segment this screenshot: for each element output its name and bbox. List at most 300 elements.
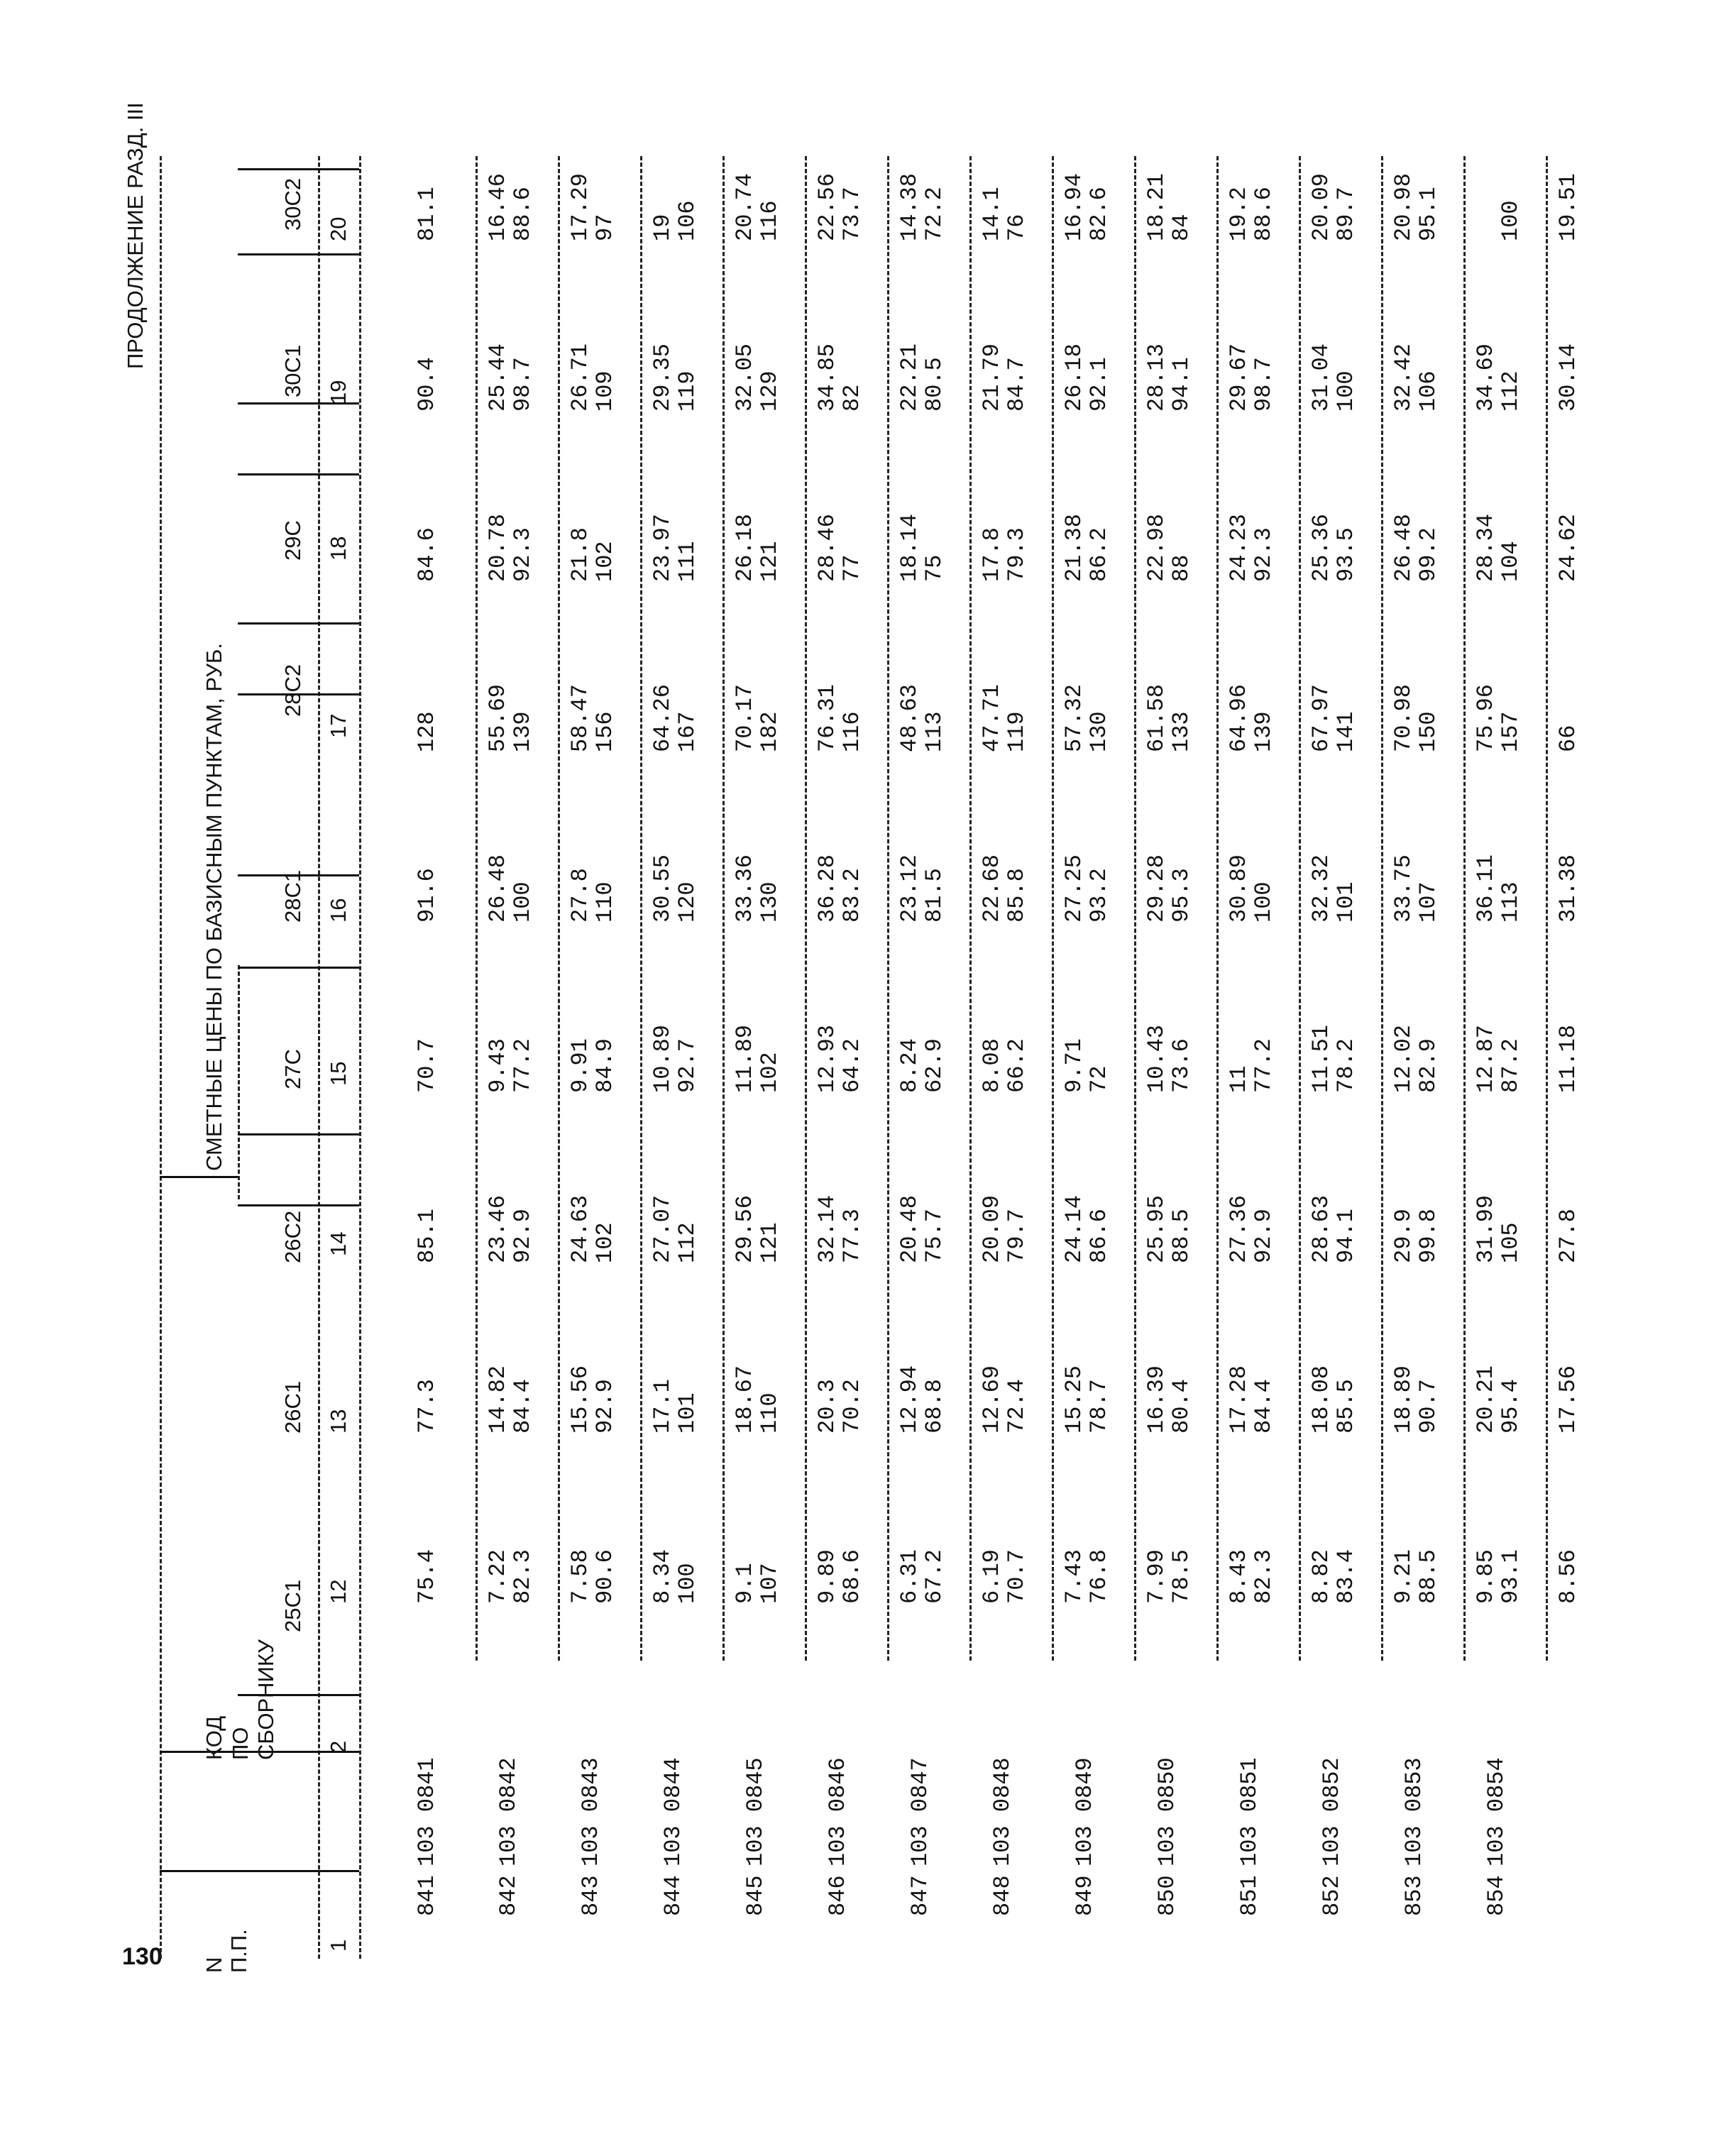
row-841-val-28С1: 91.6 — [414, 868, 440, 923]
row-843-b-28С1: 110 — [592, 881, 618, 923]
row-844-a-28С2: 64.26 — [649, 683, 676, 752]
row-849-a-30С1: 26.18 — [1061, 343, 1087, 412]
row-849-b-27С: 72 — [1086, 1065, 1112, 1093]
row-844-a-30С2: 19 — [649, 214, 676, 241]
row-854-a-26С2: 31.99 — [1473, 1194, 1499, 1263]
header-top-rule — [160, 156, 162, 1959]
row-845-a-28С1: 33.36 — [732, 854, 758, 923]
row-849-b-30С2: 82.6 — [1086, 187, 1112, 241]
row-843-a-30С2: 17.29 — [567, 172, 593, 241]
row-845-a-25С1: 9.1 — [732, 1563, 758, 1604]
row-846-b-29С: 77 — [839, 554, 865, 582]
header-kod-label: КОД — [202, 1715, 226, 1760]
row-854-a-28С1: 36.11 — [1473, 854, 1499, 923]
row-853-b-29С: 99.2 — [1415, 527, 1441, 582]
row-849-n: 849 — [1072, 1875, 1098, 1916]
row-854-kod: 103 0854 — [1483, 1757, 1510, 1866]
row-843-n: 843 — [578, 1875, 604, 1916]
row-849-a-28С1: 27.25 — [1061, 854, 1087, 923]
row-850-a-28С2: 61.58 — [1143, 683, 1170, 752]
row-841-val-28С2: 128 — [414, 711, 440, 752]
row-841-kod: 103 0841 — [414, 1757, 440, 1866]
row-842-separator — [476, 156, 478, 1661]
row-843-b-30С2: 97 — [592, 214, 618, 241]
header-divider-9 — [238, 473, 359, 475]
row-850-b-30С2: 84 — [1168, 214, 1194, 241]
row-849-b-26С1: 78.7 — [1086, 1379, 1112, 1434]
row-853-a-28С2: 70.98 — [1390, 683, 1417, 752]
row-848-b-30С1: 84.7 — [1004, 357, 1030, 412]
row-852-kod: 103 0852 — [1319, 1757, 1345, 1866]
row-848-b-26С2: 79.7 — [1004, 1209, 1030, 1263]
row-846-a-28С2: 76.31 — [814, 683, 840, 752]
row-846-b-28С1: 83.2 — [839, 868, 865, 923]
row-843-a-29С: 21.8 — [567, 527, 593, 582]
header-group-rule — [238, 965, 240, 1199]
row-841-val-25С1: 75.4 — [414, 1549, 440, 1604]
header-col-26с1: 26С1 — [280, 1380, 305, 1434]
row-850-kod: 103 0850 — [1154, 1757, 1180, 1866]
row-848-a-27С: 8.08 — [979, 1038, 1005, 1093]
header-pp-label: П.П. — [226, 1929, 251, 1973]
row-851-a-27С: 11 — [1226, 1065, 1252, 1093]
row-850-a-26С1: 16.39 — [1143, 1365, 1170, 1434]
row-844-a-28С1: 30.55 — [649, 854, 676, 923]
row-849-b-26С2: 86.6 — [1086, 1209, 1112, 1263]
row-852-b-25С1: 83.4 — [1333, 1549, 1359, 1604]
header-sbornik-label: СБОРНИКУ — [253, 1639, 278, 1760]
row-844-b-28С2: 167 — [674, 711, 700, 752]
row-842-b-27С: 77.2 — [510, 1038, 536, 1093]
header-divider-4 — [238, 1133, 359, 1135]
row-851-separator — [1216, 156, 1219, 1661]
header-colnum-18: 18 — [326, 536, 351, 561]
row-845-separator — [722, 156, 725, 1661]
row-854-b-25С1: 93.1 — [1498, 1549, 1524, 1604]
header-col-26с2: 26С2 — [280, 1210, 305, 1263]
row-847-n: 847 — [907, 1875, 933, 1916]
row-850-a-26С2: 25.95 — [1143, 1194, 1170, 1263]
row-853-a-28С1: 33.75 — [1390, 854, 1417, 923]
row-853-a-30С2: 20.98 — [1390, 172, 1417, 241]
row-843-b-28С2: 156 — [592, 711, 618, 752]
row-850-a-30С1: 28.13 — [1143, 343, 1170, 412]
row-852-b-27С: 78.2 — [1333, 1038, 1359, 1093]
row-853-b-28С2: 150 — [1415, 711, 1441, 752]
row-853-a-27С: 12.02 — [1390, 1024, 1417, 1093]
header-divider-3 — [238, 1204, 359, 1206]
row-851-b-26С1: 84.4 — [1251, 1379, 1277, 1434]
row-846-a-27С: 12.93 — [814, 1024, 840, 1093]
row-847-b-25С1: 67.2 — [921, 1549, 947, 1604]
row-845-a-26С2: 29.56 — [732, 1194, 758, 1263]
header-col-rule — [318, 156, 320, 1959]
row-846-n: 846 — [825, 1875, 851, 1916]
header-n-label: N — [202, 1957, 226, 1973]
header-col-29с: 29С — [280, 520, 305, 561]
row-853-a-26С2: 29.9 — [1390, 1209, 1417, 1263]
row-841-val-26С2: 85.1 — [414, 1209, 440, 1263]
row-851-b-28С1: 100 — [1251, 881, 1277, 923]
row-850-a-28С1: 29.28 — [1143, 854, 1170, 923]
row-848-b-30С2: 76 — [1004, 214, 1030, 241]
row-850-b-28С2: 133 — [1168, 711, 1194, 752]
row-851-b-30С2: 88.6 — [1251, 187, 1277, 241]
row-843-a-30С1: 26.71 — [567, 343, 593, 412]
row-841-val-30С2: 81.1 — [414, 187, 440, 241]
row-854-n: 854 — [1483, 1875, 1510, 1916]
row-853-b-30С1: 106 — [1415, 370, 1441, 412]
row-848-a-25С1: 6.19 — [979, 1549, 1005, 1604]
header-divider-11 — [238, 253, 359, 255]
header-divider-group — [160, 1176, 238, 1178]
row-847-b-26С2: 75.7 — [921, 1209, 947, 1263]
row-848-a-30С2: 14.1 — [979, 187, 1005, 241]
row-850-b-25С1: 78.5 — [1168, 1549, 1194, 1604]
row-848-b-28С1: 85.8 — [1004, 868, 1030, 923]
row-842-a-27С: 9.43 — [485, 1038, 511, 1093]
row-last-val-26С2: 27.8 — [1555, 1209, 1581, 1263]
row-847-a-25С1: 6.31 — [896, 1549, 923, 1604]
header-col-28с2: 28С2 — [280, 664, 305, 717]
row-842-a-26С2: 23.46 — [485, 1194, 511, 1263]
row-854-a-26С1: 20.21 — [1473, 1365, 1499, 1434]
header-colnum-14: 14 — [326, 1231, 351, 1256]
row-846-b-30С1: 82 — [839, 384, 865, 412]
row-853-separator — [1381, 156, 1383, 1661]
row-846-a-30С2: 22.56 — [814, 172, 840, 241]
row-853-kod: 103 0853 — [1401, 1757, 1427, 1866]
row-848-b-27С: 66.2 — [1004, 1038, 1030, 1093]
row-844-b-28С1: 120 — [674, 881, 700, 923]
row-851-b-28С2: 139 — [1251, 711, 1277, 752]
row-851-a-26С1: 17.28 — [1226, 1365, 1252, 1434]
row-849-b-29С: 86.2 — [1086, 527, 1112, 582]
row-853-b-27С: 82.9 — [1415, 1038, 1441, 1093]
header-divider-8 — [238, 622, 359, 625]
row-850-a-27С: 10.43 — [1143, 1024, 1170, 1093]
row-844-b-27С: 92.7 — [674, 1038, 700, 1093]
row-850-b-29С: 88 — [1168, 554, 1194, 582]
row-842-n: 842 — [495, 1875, 522, 1916]
row-844-b-26С1: 101 — [674, 1392, 700, 1434]
row-845-b-28С1: 130 — [757, 881, 783, 923]
row-844-n: 844 — [660, 1875, 686, 1916]
header-colnum-20: 20 — [326, 216, 351, 241]
row-848-a-29С: 17.8 — [979, 527, 1005, 582]
row-847-b-30С2: 72.2 — [921, 187, 947, 241]
row-854-a-28С2: 75.96 — [1473, 683, 1499, 752]
row-842-a-25С1: 7.22 — [485, 1549, 511, 1604]
row-842-b-25С1: 82.3 — [510, 1549, 536, 1604]
row-847-b-28С2: 113 — [921, 711, 947, 752]
row-852-a-27С: 11.51 — [1308, 1024, 1334, 1093]
row-848-kod: 103 0848 — [989, 1757, 1016, 1866]
row-844-b-30С1: 119 — [674, 370, 700, 412]
row-854-b-30С2: 100 — [1498, 200, 1524, 241]
row-844-a-27С: 10.89 — [649, 1024, 676, 1093]
header-colnum-17: 17 — [326, 713, 351, 738]
row-852-b-30С1: 100 — [1333, 370, 1359, 412]
row-854-b-26С1: 95.4 — [1498, 1379, 1524, 1434]
row-851-a-25С1: 8.43 — [1226, 1549, 1252, 1604]
header-colnum-16: 16 — [326, 898, 351, 923]
row-851-a-26С2: 27.36 — [1226, 1194, 1252, 1263]
header-divider-12 — [238, 168, 359, 170]
row-850-separator — [1134, 156, 1136, 1661]
row-last-val-29С: 24.62 — [1555, 513, 1581, 582]
row-854-a-29С: 28.34 — [1473, 513, 1499, 582]
row-842-a-30С2: 16.46 — [485, 172, 511, 241]
row-850-n: 850 — [1154, 1875, 1180, 1916]
row-844-b-30С2: 106 — [674, 200, 700, 241]
row-851-b-26С2: 92.9 — [1251, 1209, 1277, 1263]
row-847-kod: 103 0847 — [907, 1757, 933, 1866]
row-841-n: 841 — [414, 1875, 440, 1916]
row-851-a-28С2: 64.96 — [1226, 683, 1252, 752]
row-844-a-25С1: 8.34 — [649, 1549, 676, 1604]
row-842-a-30С1: 25.44 — [485, 343, 511, 412]
row-853-a-30С1: 32.42 — [1390, 343, 1417, 412]
row-843-a-28С1: 27.8 — [567, 868, 593, 923]
row-850-a-30С2: 18.21 — [1143, 172, 1170, 241]
row-846-a-26С1: 20.3 — [814, 1379, 840, 1434]
row-847-a-27С: 8.24 — [896, 1038, 923, 1093]
row-last-separator — [1546, 156, 1548, 1661]
row-842-a-28С2: 55.69 — [485, 683, 511, 752]
row-852-b-28С2: 141 — [1333, 711, 1359, 752]
row-847-separator — [887, 156, 889, 1661]
row-854-a-30С1: 34.69 — [1473, 343, 1499, 412]
row-846-a-25С1: 9.89 — [814, 1549, 840, 1604]
row-851-a-29С: 24.23 — [1226, 513, 1252, 582]
row-852-b-26С2: 94.1 — [1333, 1209, 1359, 1263]
row-854-b-28С1: 113 — [1498, 881, 1524, 923]
row-850-b-28С1: 95.3 — [1168, 868, 1194, 923]
row-last-val-25С1: 8.56 — [1555, 1549, 1581, 1604]
row-842-b-29С: 92.3 — [510, 527, 536, 582]
row-852-separator — [1299, 156, 1301, 1661]
row-853-n: 853 — [1401, 1875, 1427, 1916]
row-850-b-30С1: 94.1 — [1168, 357, 1194, 412]
section-label: ПРОДОЛЖЕНИЕ РАЗД. III — [123, 102, 148, 369]
row-845-a-28С2: 70.17 — [732, 683, 758, 752]
row-843-kod: 103 0843 — [578, 1757, 604, 1866]
row-853-b-26С1: 90.7 — [1415, 1379, 1441, 1434]
row-848-a-30С1: 21.79 — [979, 343, 1005, 412]
row-846-a-30С1: 34.85 — [814, 343, 840, 412]
header-col-30с2: 30С2 — [280, 177, 305, 231]
row-845-b-27С: 102 — [757, 1052, 783, 1093]
row-842-kod: 103 0842 — [495, 1757, 522, 1866]
row-843-b-26С2: 102 — [592, 1222, 618, 1263]
row-847-b-29С: 75 — [921, 554, 947, 582]
row-846-b-26С1: 70.2 — [839, 1379, 865, 1434]
row-846-a-28С1: 36.28 — [814, 854, 840, 923]
header-colnum-15: 15 — [326, 1061, 351, 1086]
row-845-n: 845 — [742, 1875, 769, 1916]
row-847-b-28С1: 81.5 — [921, 868, 947, 923]
row-847-a-30С2: 14.38 — [896, 172, 923, 241]
row-849-separator — [1052, 156, 1054, 1661]
row-842-a-29С: 20.78 — [485, 513, 511, 582]
row-848-b-26С1: 72.4 — [1004, 1379, 1030, 1434]
row-842-a-28С1: 26.48 — [485, 854, 511, 923]
row-847-b-26С1: 68.8 — [921, 1379, 947, 1434]
row-850-b-26С2: 88.5 — [1168, 1209, 1194, 1263]
row-845-a-26С1: 18.67 — [732, 1365, 758, 1434]
row-853-b-25С1: 88.5 — [1415, 1549, 1441, 1604]
row-851-b-30С1: 98.7 — [1251, 357, 1277, 412]
row-847-a-26С2: 20.48 — [896, 1194, 923, 1263]
row-845-b-29С: 121 — [757, 541, 783, 582]
row-849-a-26С2: 24.14 — [1061, 1194, 1087, 1263]
row-845-b-30С2: 116 — [757, 200, 783, 241]
row-845-b-30С1: 129 — [757, 370, 783, 412]
rotated-table-sheet — [0, 102, 1709, 2058]
row-849-a-25С1: 7.43 — [1061, 1549, 1087, 1604]
row-852-a-25С1: 8.82 — [1308, 1549, 1334, 1604]
row-846-b-25С1: 68.6 — [839, 1549, 865, 1604]
header-colnum-13: 13 — [326, 1409, 351, 1434]
header-po-label: ПО — [228, 1727, 253, 1760]
row-842-b-26С2: 92.9 — [510, 1209, 536, 1263]
row-849-b-28С2: 130 — [1086, 711, 1112, 752]
row-848-n: 848 — [989, 1875, 1016, 1916]
header-bottom-rule — [359, 156, 361, 1959]
row-last-val-27С: 11.18 — [1555, 1024, 1581, 1093]
row-848-a-28С2: 47.71 — [979, 683, 1005, 752]
row-844-kod: 103 0844 — [660, 1757, 686, 1866]
page-number: 130 — [122, 1943, 163, 1970]
row-852-n: 852 — [1319, 1875, 1345, 1916]
header-colnum-2: 2 — [326, 1740, 351, 1753]
row-841-val-26С1: 77.3 — [414, 1379, 440, 1434]
row-845-b-25С1: 107 — [757, 1563, 783, 1604]
row-852-b-28С1: 101 — [1333, 881, 1359, 923]
row-last-val-28С2: 66 — [1555, 725, 1581, 752]
row-last-val-26С1: 17.56 — [1555, 1365, 1581, 1434]
row-844-b-25С1: 100 — [674, 1563, 700, 1604]
row-852-b-26С1: 85.5 — [1333, 1379, 1359, 1434]
row-844-a-26С2: 27.07 — [649, 1194, 676, 1263]
header-colnum-19: 19 — [326, 380, 351, 405]
row-848-b-28С2: 119 — [1004, 711, 1030, 752]
row-845-b-26С2: 121 — [757, 1222, 783, 1263]
row-852-a-28С2: 67.97 — [1308, 683, 1334, 752]
row-850-a-25С1: 7.99 — [1143, 1549, 1170, 1604]
row-846-b-28С2: 116 — [839, 711, 865, 752]
row-843-b-30С1: 109 — [592, 370, 618, 412]
row-849-kod: 103 0849 — [1072, 1757, 1098, 1866]
row-853-a-29С: 26.48 — [1390, 513, 1417, 582]
row-852-b-30С2: 89.7 — [1333, 187, 1359, 241]
row-846-b-30С2: 73.7 — [839, 187, 865, 241]
row-842-b-30С1: 98.7 — [510, 357, 536, 412]
row-845-a-29С: 26.18 — [732, 513, 758, 582]
row-854-b-28С2: 157 — [1498, 711, 1524, 752]
row-843-b-26С1: 92.9 — [592, 1379, 618, 1434]
row-854-b-27С: 87.2 — [1498, 1038, 1524, 1093]
row-852-a-26С1: 18.08 — [1308, 1365, 1334, 1434]
row-852-a-29С: 25.36 — [1308, 513, 1334, 582]
row-851-b-27С: 77.2 — [1251, 1038, 1277, 1093]
row-846-separator — [805, 156, 807, 1661]
row-846-a-29С: 28.46 — [814, 513, 840, 582]
header-col-27с: 27С — [280, 1049, 305, 1089]
row-853-a-26С1: 18.89 — [1390, 1365, 1417, 1434]
row-845-a-30С1: 32.05 — [732, 343, 758, 412]
row-845-b-26С1: 110 — [757, 1392, 783, 1434]
row-843-a-28С2: 58.47 — [567, 683, 593, 752]
row-841-val-27С: 70.7 — [414, 1038, 440, 1093]
row-849-b-25С1: 76.8 — [1086, 1549, 1112, 1604]
row-852-a-30С1: 31.04 — [1308, 343, 1334, 412]
row-849-a-29С: 21.38 — [1061, 513, 1087, 582]
row-843-b-29С: 102 — [592, 541, 618, 582]
row-844-b-29С: 111 — [674, 541, 700, 582]
row-850-a-29С: 22.98 — [1143, 513, 1170, 582]
row-849-b-30С1: 92.1 — [1086, 357, 1112, 412]
row-854-b-26С2: 105 — [1498, 1222, 1524, 1263]
row-849-b-28С1: 93.2 — [1086, 868, 1112, 923]
row-846-kod: 103 0846 — [825, 1757, 851, 1866]
row-848-b-29С: 79.3 — [1004, 527, 1030, 582]
row-853-a-25С1: 9.21 — [1390, 1549, 1417, 1604]
row-842-a-26С1: 14.82 — [485, 1365, 511, 1434]
row-843-separator — [558, 156, 560, 1661]
row-841-val-29С: 84.6 — [414, 527, 440, 582]
row-850-b-26С1: 80.4 — [1168, 1379, 1194, 1434]
row-854-a-25С1: 9.85 — [1473, 1549, 1499, 1604]
row-854-b-30С1: 112 — [1498, 370, 1524, 412]
row-848-a-28С1: 22.68 — [979, 854, 1005, 923]
row-last-val-30С1: 30.14 — [1555, 343, 1581, 412]
row-last-val-28С1: 31.38 — [1555, 854, 1581, 923]
row-841-val-30С1: 90.4 — [414, 357, 440, 412]
row-849-a-27С: 9.71 — [1061, 1038, 1087, 1093]
row-843-b-25С1: 90.6 — [592, 1549, 618, 1604]
header-colnum-12: 12 — [326, 1579, 351, 1604]
row-852-b-29С: 93.5 — [1333, 527, 1359, 582]
row-843-a-26С1: 15.56 — [567, 1365, 593, 1434]
row-843-a-27С: 9.91 — [567, 1038, 593, 1093]
row-852-a-28С1: 32.32 — [1308, 854, 1334, 923]
row-844-a-26С1: 17.1 — [649, 1379, 676, 1434]
row-854-a-27С: 12.87 — [1473, 1024, 1499, 1093]
row-849-a-30С2: 16.94 — [1061, 172, 1087, 241]
row-847-b-30С1: 80.5 — [921, 357, 947, 412]
row-848-separator — [969, 156, 972, 1661]
header-col-28с1: 28С1 — [280, 869, 305, 923]
row-846-b-26С2: 77.3 — [839, 1209, 865, 1263]
row-844-a-29С: 23.97 — [649, 513, 676, 582]
row-844-b-26С2: 112 — [674, 1222, 700, 1263]
row-854-separator — [1463, 156, 1466, 1661]
row-last-val-30С2: 19.51 — [1555, 172, 1581, 241]
row-845-a-27С: 11.89 — [732, 1024, 758, 1093]
row-851-b-25С1: 82.3 — [1251, 1549, 1277, 1604]
row-842-b-28С1: 100 — [510, 881, 536, 923]
row-847-a-28С1: 23.12 — [896, 854, 923, 923]
row-847-a-28С2: 48.63 — [896, 683, 923, 752]
row-847-b-27С: 62.9 — [921, 1038, 947, 1093]
row-845-b-28С2: 182 — [757, 711, 783, 752]
row-843-a-25С1: 7.58 — [567, 1549, 593, 1604]
row-845-a-30С2: 20.74 — [732, 172, 758, 241]
row-848-b-25С1: 70.7 — [1004, 1549, 1030, 1604]
row-847-a-30С1: 22.21 — [896, 343, 923, 412]
